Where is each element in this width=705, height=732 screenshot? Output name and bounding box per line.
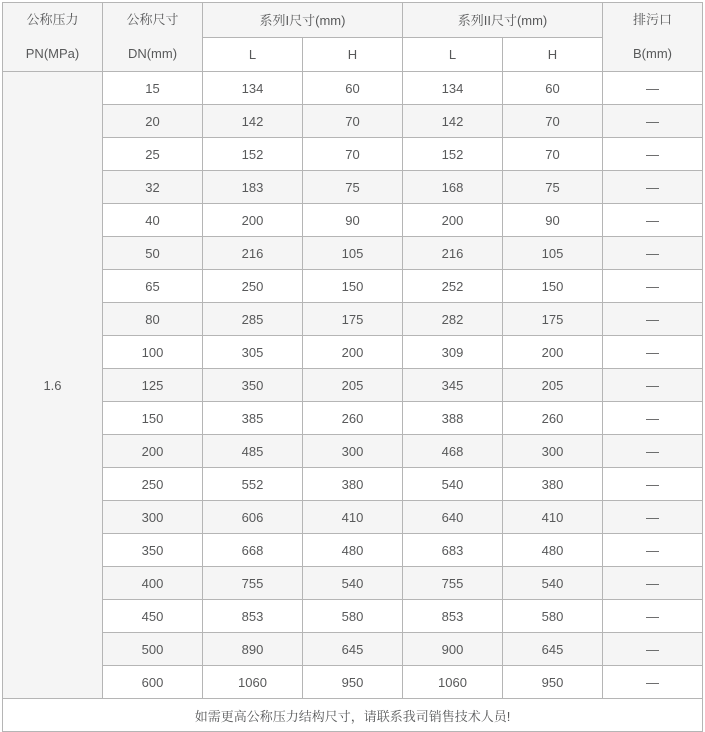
cell-series1-l: 305 bbox=[203, 336, 303, 369]
table-row bbox=[3, 633, 703, 666]
cell-series1-l: 853 bbox=[203, 600, 303, 633]
cell-series2-l: 853 bbox=[403, 600, 503, 633]
cell-series1-l: 152 bbox=[203, 138, 303, 171]
cell-drain: — bbox=[603, 501, 703, 534]
cell-series2-l: 309 bbox=[403, 336, 503, 369]
cell-dn: 400 bbox=[103, 567, 203, 600]
cell-series1-h: 205 bbox=[303, 369, 403, 402]
cell-series1-h: 90 bbox=[303, 204, 403, 237]
cell-series2-h: 70 bbox=[503, 138, 603, 171]
table-row bbox=[3, 369, 703, 402]
cell-series1-l: 385 bbox=[203, 402, 303, 435]
cell-series1-l: 606 bbox=[203, 501, 303, 534]
cell-series1-h: 60 bbox=[303, 72, 403, 105]
cell-series2-h: 950 bbox=[503, 666, 603, 699]
cell-dn: 200 bbox=[103, 435, 203, 468]
cell-series2-l: 540 bbox=[403, 468, 503, 501]
cell-series1-h: 580 bbox=[303, 600, 403, 633]
cell-series1-h: 105 bbox=[303, 237, 403, 270]
cell-dn: 150 bbox=[103, 402, 203, 435]
cell-drain: — bbox=[603, 534, 703, 567]
header-drain-title: 排污口 bbox=[632, 12, 672, 27]
cell-series1-h: 70 bbox=[303, 105, 403, 138]
header-pressure-title: 公称压力 bbox=[26, 12, 79, 27]
table-row bbox=[3, 204, 703, 237]
cell-series2-h: 200 bbox=[503, 336, 603, 369]
cell-series2-l: 282 bbox=[403, 303, 503, 336]
cell-series1-l: 890 bbox=[203, 633, 303, 666]
spec-table bbox=[2, 2, 703, 732]
table-row bbox=[3, 468, 703, 501]
table-row bbox=[3, 567, 703, 600]
cell-series1-h: 200 bbox=[303, 336, 403, 369]
cell-dn: 450 bbox=[103, 600, 203, 633]
cell-series1-l: 755 bbox=[203, 567, 303, 600]
cell-series2-h: 580 bbox=[503, 600, 603, 633]
header-series2: 系列II尺寸(mm) bbox=[403, 3, 603, 38]
cell-dn: 300 bbox=[103, 501, 203, 534]
cell-series1-h: 175 bbox=[303, 303, 403, 336]
cell-series2-h: 260 bbox=[503, 402, 603, 435]
footer-note: 如需更高公称压力结构尺寸，请联系我司销售技术人员! bbox=[3, 699, 703, 732]
cell-series2-l: 252 bbox=[403, 270, 503, 303]
subheader-series1-L: L bbox=[203, 37, 303, 72]
cell-dn: 15 bbox=[103, 72, 203, 105]
table-row bbox=[3, 72, 703, 105]
cell-drain: — bbox=[603, 303, 703, 336]
header-size-title: 公称尺寸 bbox=[126, 12, 179, 27]
cell-series2-l: 900 bbox=[403, 633, 503, 666]
cell-drain: — bbox=[603, 666, 703, 699]
cell-series2-h: 70 bbox=[503, 105, 603, 138]
cell-drain: — bbox=[603, 171, 703, 204]
cell-drain: — bbox=[603, 402, 703, 435]
cell-drain: — bbox=[603, 270, 703, 303]
cell-series1-l: 183 bbox=[203, 171, 303, 204]
cell-drain: — bbox=[603, 369, 703, 402]
cell-drain: — bbox=[603, 468, 703, 501]
cell-drain: — bbox=[603, 600, 703, 633]
table-row bbox=[3, 666, 703, 699]
cell-series2-l: 640 bbox=[403, 501, 503, 534]
table-row bbox=[3, 138, 703, 171]
cell-drain: — bbox=[603, 72, 703, 105]
cell-series2-h: 410 bbox=[503, 501, 603, 534]
subheader-series1-H: H bbox=[303, 37, 403, 72]
cell-series2-l: 468 bbox=[403, 435, 503, 468]
cell-drain: — bbox=[603, 204, 703, 237]
cell-series2-l: 755 bbox=[403, 567, 503, 600]
cell-dn: 500 bbox=[103, 633, 203, 666]
cell-drain: — bbox=[603, 435, 703, 468]
table-row bbox=[3, 600, 703, 633]
cell-series2-h: 90 bbox=[503, 204, 603, 237]
cell-series1-l: 485 bbox=[203, 435, 303, 468]
cell-series2-h: 205 bbox=[503, 369, 603, 402]
cell-series2-l: 142 bbox=[403, 105, 503, 138]
cell-series2-h: 175 bbox=[503, 303, 603, 336]
cell-series1-h: 300 bbox=[303, 435, 403, 468]
cell-series2-l: 168 bbox=[403, 171, 503, 204]
cell-series1-h: 480 bbox=[303, 534, 403, 567]
header-row-top bbox=[3, 3, 703, 38]
cell-dn: 25 bbox=[103, 138, 203, 171]
cell-series2-h: 60 bbox=[503, 72, 603, 105]
table-body bbox=[3, 72, 703, 699]
cell-drain: — bbox=[603, 237, 703, 270]
header-series1: 系列I尺寸(mm) bbox=[203, 3, 403, 38]
cell-series2-h: 150 bbox=[503, 270, 603, 303]
cell-dn: 40 bbox=[103, 204, 203, 237]
cell-series1-h: 260 bbox=[303, 402, 403, 435]
table-row bbox=[3, 105, 703, 138]
cell-dn: 80 bbox=[103, 303, 203, 336]
cell-series1-l: 668 bbox=[203, 534, 303, 567]
cell-series2-l: 216 bbox=[403, 237, 503, 270]
table-row bbox=[3, 237, 703, 270]
cell-dn: 250 bbox=[103, 468, 203, 501]
cell-drain: — bbox=[603, 633, 703, 666]
cell-series1-l: 216 bbox=[203, 237, 303, 270]
cell-series2-h: 105 bbox=[503, 237, 603, 270]
cell-dn: 32 bbox=[103, 171, 203, 204]
header-size-unit: DN(mm) bbox=[127, 46, 178, 61]
cell-series2-h: 540 bbox=[503, 567, 603, 600]
header-pressure-unit: PN(MPa) bbox=[25, 46, 80, 61]
cell-drain: — bbox=[603, 138, 703, 171]
cell-series2-l: 200 bbox=[403, 204, 503, 237]
cell-series2-l: 388 bbox=[403, 402, 503, 435]
cell-dn: 20 bbox=[103, 105, 203, 138]
cell-series1-l: 285 bbox=[203, 303, 303, 336]
table-row bbox=[3, 402, 703, 435]
cell-series2-l: 134 bbox=[403, 72, 503, 105]
cell-dn: 125 bbox=[103, 369, 203, 402]
cell-series2-h: 75 bbox=[503, 171, 603, 204]
cell-series2-l: 152 bbox=[403, 138, 503, 171]
table-row bbox=[3, 501, 703, 534]
cell-series2-l: 345 bbox=[403, 369, 503, 402]
cell-series1-l: 1060 bbox=[203, 666, 303, 699]
cell-series1-l: 350 bbox=[203, 369, 303, 402]
header-drain-unit: B(mm) bbox=[633, 46, 672, 61]
cell-series1-l: 200 bbox=[203, 204, 303, 237]
cell-series2-l: 1060 bbox=[403, 666, 503, 699]
cell-drain: — bbox=[603, 336, 703, 369]
subheader-series2-H: H bbox=[503, 37, 603, 72]
cell-series1-l: 250 bbox=[203, 270, 303, 303]
cell-dn: 50 bbox=[103, 237, 203, 270]
pn-value-cell: 1.6 bbox=[3, 72, 103, 699]
header-pressure bbox=[3, 3, 103, 72]
cell-series1-h: 950 bbox=[303, 666, 403, 699]
table-row bbox=[3, 171, 703, 204]
cell-drain: — bbox=[603, 567, 703, 600]
cell-series1-h: 70 bbox=[303, 138, 403, 171]
cell-series1-l: 552 bbox=[203, 468, 303, 501]
cell-series1-h: 380 bbox=[303, 468, 403, 501]
cell-series1-l: 142 bbox=[203, 105, 303, 138]
cell-series2-h: 645 bbox=[503, 633, 603, 666]
cell-dn: 100 bbox=[103, 336, 203, 369]
cell-series1-h: 150 bbox=[303, 270, 403, 303]
cell-series2-h: 300 bbox=[503, 435, 603, 468]
cell-series2-h: 480 bbox=[503, 534, 603, 567]
cell-series1-h: 645 bbox=[303, 633, 403, 666]
footer-row bbox=[3, 699, 703, 732]
cell-dn: 600 bbox=[103, 666, 203, 699]
cell-series1-h: 540 bbox=[303, 567, 403, 600]
cell-series1-h: 75 bbox=[303, 171, 403, 204]
table-row bbox=[3, 303, 703, 336]
header-drain bbox=[603, 3, 703, 72]
header-size bbox=[103, 3, 203, 72]
cell-series2-l: 683 bbox=[403, 534, 503, 567]
table-row bbox=[3, 534, 703, 567]
cell-drain: — bbox=[603, 105, 703, 138]
table-row bbox=[3, 270, 703, 303]
cell-series1-l: 134 bbox=[203, 72, 303, 105]
table-row bbox=[3, 435, 703, 468]
table-row bbox=[3, 336, 703, 369]
cell-series2-h: 380 bbox=[503, 468, 603, 501]
subheader-series2-L: L bbox=[403, 37, 503, 72]
cell-dn: 350 bbox=[103, 534, 203, 567]
cell-series1-h: 410 bbox=[303, 501, 403, 534]
cell-dn: 65 bbox=[103, 270, 203, 303]
